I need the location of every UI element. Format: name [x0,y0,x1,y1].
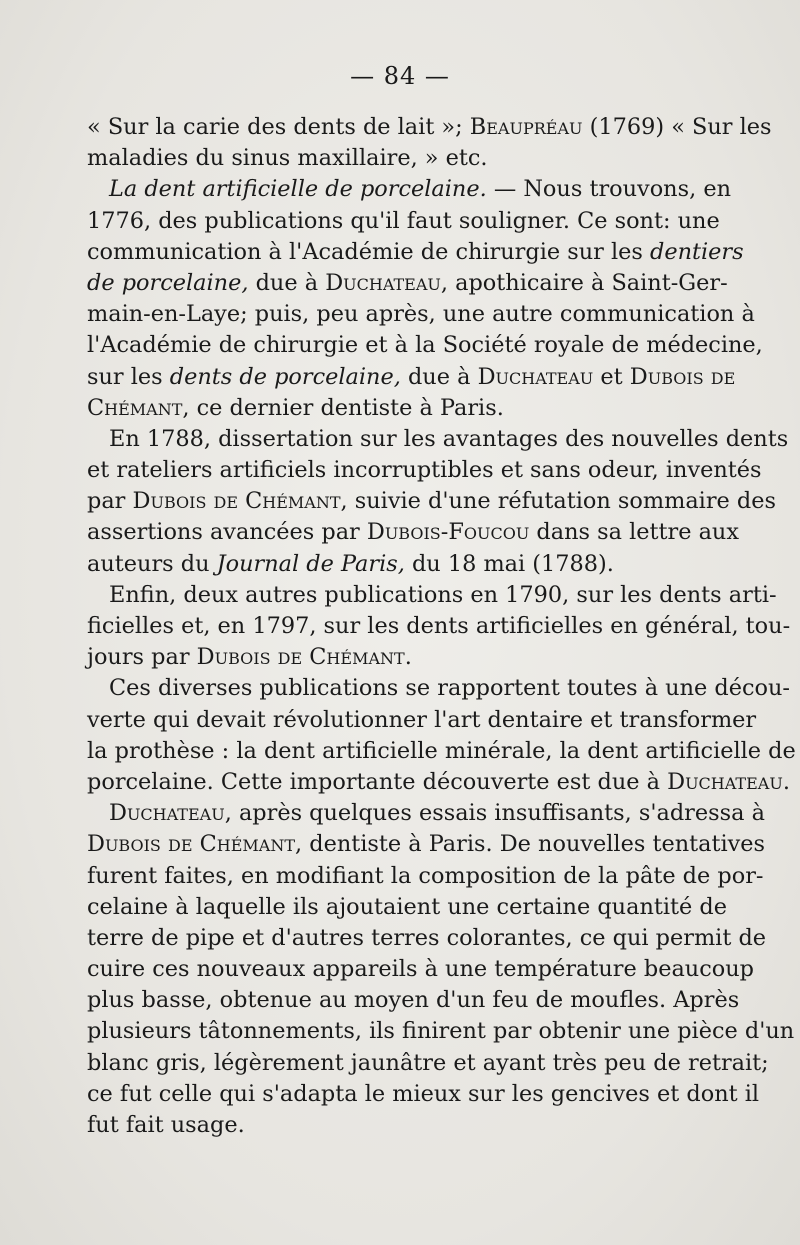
text-line [87,923,767,954]
text-segment: fut fait usage. [87,1112,245,1138]
proper-name: Duchateau [109,800,225,827]
text-segment: blanc gris, légèrement jaunâtre et ayant très peu de retrait; [87,1049,769,1076]
text-segment: terre de pipe et d'autres terres colorantes, ce qui permit de [87,924,767,951]
text-line [87,174,731,205]
text-line [87,1079,760,1110]
text-segment: En 1788, dissertation sur les avantages des nouvelles dents [109,425,789,452]
italic-text: de porcelaine, [87,269,249,296]
proper-name: Dubois de Chémant [196,644,405,671]
text-segment: sur les [87,363,170,390]
text-segment: « Sur la carie des dents de lait »; [87,114,470,140]
text-line [87,206,720,237]
text-line [87,143,713,174]
proper-name: Dubois de [629,363,736,390]
text-segment: furent faites, en modifiant la composition de la pâte de por- [87,862,764,889]
text-line [87,736,796,767]
text-line [87,798,765,829]
text-segment: . [404,644,412,671]
text-line [87,954,754,985]
text-segment: porcelaine. Cette importante découverte est due à [87,768,668,795]
text-segment: , apothicaire à Saint-Ger- [440,269,728,296]
text-segment: du 18 mai (1788). [404,550,614,577]
text-line [87,455,762,486]
text-line [87,985,740,1016]
text-line [87,486,776,517]
italic-text: Journal de Paris, [216,550,405,577]
proper-name: Beaupréau [469,114,583,140]
italic-text: dentiers [650,238,744,265]
text-segment: (1769) « Sur les [582,114,772,140]
text-segment: et rateliers artificiels incorruptibles et sans odeur, inventés [87,457,762,484]
text-segment: verte qui devait révolutionner l'art dentaire et transformer [87,706,757,733]
proper-name: Dubois de Chémant [132,488,341,515]
page-number: — 84 — [350,62,450,90]
text-segment: due à [248,269,326,296]
text-line [87,393,713,424]
proper-name: Duchateau [325,269,441,296]
text-segment: — Nous trouvons, en [486,176,731,203]
text-segment: l'Académie de chirurgie et à la Société royale de médecine, [87,332,763,359]
text-line [87,673,790,704]
text-line [87,268,728,299]
proper-name: Chémant [87,394,183,421]
text-line [87,611,791,642]
text-line [87,112,772,143]
text-segment: due à [400,363,478,390]
text-line [87,861,764,892]
text-line [87,362,736,393]
text-segment: et [593,363,630,390]
body-text [87,112,796,1141]
text-segment: maladies du sinus maxillaire, » etc. [87,145,488,172]
text-segment: cuire ces nouveaux appareils à une température beaucoup [87,956,754,983]
text-segment: dans sa lettre aux [529,519,739,546]
text-line [87,892,727,923]
text-segment: celaine à laquelle ils ajoutaient une certaine quantité de [87,893,727,920]
text-line [87,642,713,673]
proper-name: Duchateau [667,768,783,795]
text-segment: 1776, des publications qu'il faut souligner. Ce sont: une [87,207,720,234]
text-line [87,549,713,580]
text-line [87,299,755,330]
text-line [87,517,739,548]
text-segment: plusieurs tâtonnements, ils finirent par obtenir une pièce d'un [87,1018,795,1045]
text-line [87,580,777,611]
proper-name: Duchateau [477,363,594,390]
proper-name: Dubois de Chémant [87,831,296,858]
text-line [87,424,789,455]
text-line [87,1048,769,1079]
text-segment: ficielles et, en 1797, sur les dents artificielles en général, tou- [87,613,791,639]
text-segment: plus basse, obtenue au moyen d'un feu de moufles. Après [87,987,740,1014]
italic-text: dents de porcelaine, [169,363,401,390]
text-segment: communication à l'Académie de chirurgie sur les [87,238,651,265]
text-segment: auteurs du [87,550,217,577]
text-segment: jours par [87,644,197,671]
text-segment: . [782,768,790,795]
text-segment: Enfin, deux autres publications en 1790, sur les dents arti- [109,581,777,608]
text-segment: assertions avancées par [87,519,367,546]
text-line [87,705,757,736]
text-segment: , suivie d'une réfutation sommaire des [340,488,776,515]
text-segment: , ce dernier dentiste à Paris. [182,394,504,421]
text-line [87,1016,795,1047]
proper-name: Dubois-Foucou [366,519,530,546]
text-line [87,237,744,268]
text-line [87,767,790,798]
text-line [87,330,763,361]
text-segment: la prothèse : la dent artificielle minérale, la dent artificielle de [87,737,796,764]
italic-text: La dent artificielle de porcelaine. [109,176,487,203]
text-segment: , après quelques essais insuffisants, s'adressa à [224,800,765,827]
text-segment: ce fut celle qui s'adapta le mieux sur les gencives et dont il [87,1080,760,1107]
text-segment: par [87,488,133,515]
text-segment: Ces diverses publications se rapportent toutes à une décou- [109,675,790,702]
text-segment: main-en-Laye; puis, peu après, une autre communication à [87,301,755,328]
text-segment: , dentiste à Paris. De nouvelles tentatives [295,831,766,858]
text-line [87,829,766,860]
text-line [87,1110,713,1141]
